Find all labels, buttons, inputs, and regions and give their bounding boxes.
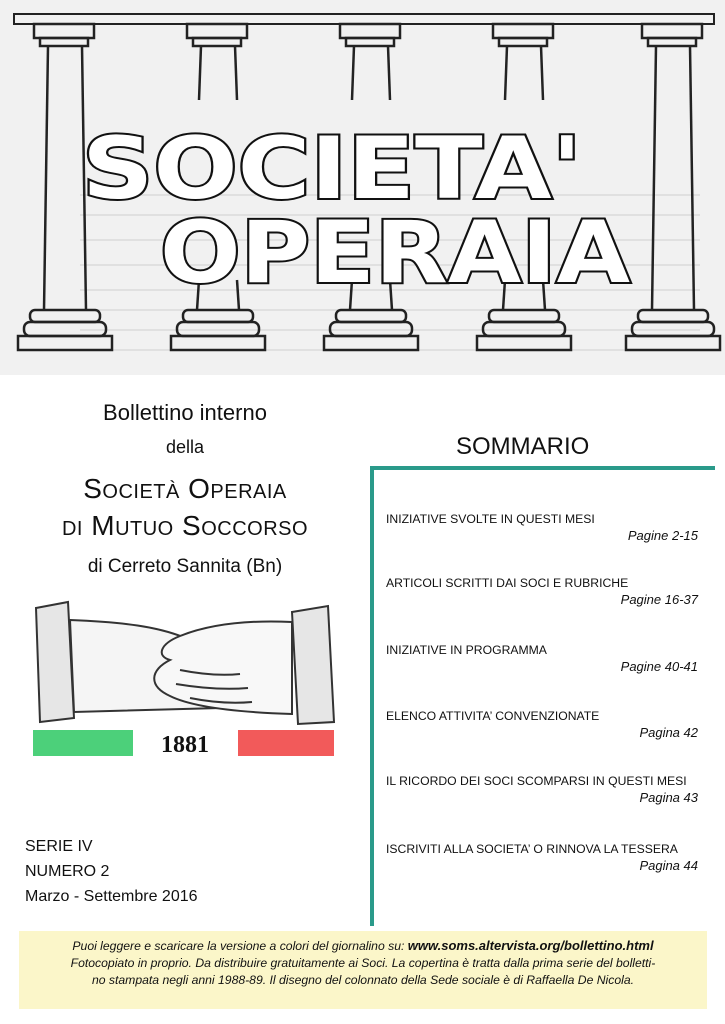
bulletin-subtitle: Bollettino interno <box>103 400 267 425</box>
bulletin-preposition: della <box>165 437 205 457</box>
emblem-year: 1881 <box>161 732 209 758</box>
summary-item <box>386 709 698 740</box>
society-location: di Cerreto Sannita (Bn) <box>87 556 283 577</box>
summary-item <box>386 643 698 674</box>
issue-number: NUMERO 2 <box>25 863 110 880</box>
summary-item-pages: Pagine 40-41 <box>620 659 698 674</box>
footer-line3: no stampata negli anni 1988-89. Il disegno del colonnato della Sede sociale è di Raffaella De Nicola. <box>91 973 635 987</box>
summary-item-title: IL RICORDO DEI SOCI SCOMPARSI IN QUESTI MESI <box>386 774 687 788</box>
footer-line2: Fotocopiato in proprio. Da distribuire gratuitamente ai Soci. La copertina è tratta dalla prima serie del bolletti- <box>70 956 656 970</box>
summary-item-title: ARTICOLI SCRITTI DAI SOCI E RUBRICHE <box>386 576 629 590</box>
summary-item <box>386 842 698 873</box>
summary-item-title: INIZIATIVE SVOLTE IN QUESTI MESI <box>386 512 595 526</box>
summary-item <box>386 576 698 607</box>
summary-item-title: INIZIATIVE IN PROGRAMMA <box>386 643 547 657</box>
summary-item-pages: Pagina 44 <box>639 858 698 873</box>
summary-item <box>386 512 698 543</box>
footer-notice <box>19 931 707 1009</box>
footer-download-text: Puoi leggere e scaricare la versione a colori del giornalino su: <box>72 939 408 953</box>
summary-item-pages: Pagine 2-15 <box>627 528 698 543</box>
flag-red-band <box>238 730 334 756</box>
summary-item-pages: Pagina 43 <box>639 790 698 805</box>
society-name-line2: di Mutuo Soccorso <box>61 510 309 541</box>
masthead-colonnade-illustration <box>0 0 725 375</box>
issue-metadata <box>25 834 198 909</box>
summary-item-pages: Pagina 42 <box>639 725 698 740</box>
masthead-title-line2: OPERAIA <box>160 203 631 303</box>
summary-heading: SOMMARIO <box>456 433 590 460</box>
issue-series: SERIE IV <box>25 838 93 855</box>
footer-line1 <box>27 937 699 955</box>
society-name-line1: Società Operaia <box>83 473 287 504</box>
flag-green-band <box>33 730 133 756</box>
summary-item-title: ELENCO ATTIVITA’ CONVENZIONATE <box>386 709 600 723</box>
handshake-emblem <box>30 600 340 762</box>
summary-item-title: ISCRIVITI ALLA SOCIETA’ O RINNOVA LA TESSERA <box>386 842 678 856</box>
summary-item <box>386 774 698 805</box>
footer-url-link[interactable]: www.soms.altervista.org/bollettino.html <box>407 938 654 953</box>
masthead-title-line1: SOCIETA' <box>82 119 582 219</box>
issue-period: Marzo - Settembre 2016 <box>25 888 198 905</box>
summary-item-pages: Pagine 16-37 <box>620 592 698 607</box>
